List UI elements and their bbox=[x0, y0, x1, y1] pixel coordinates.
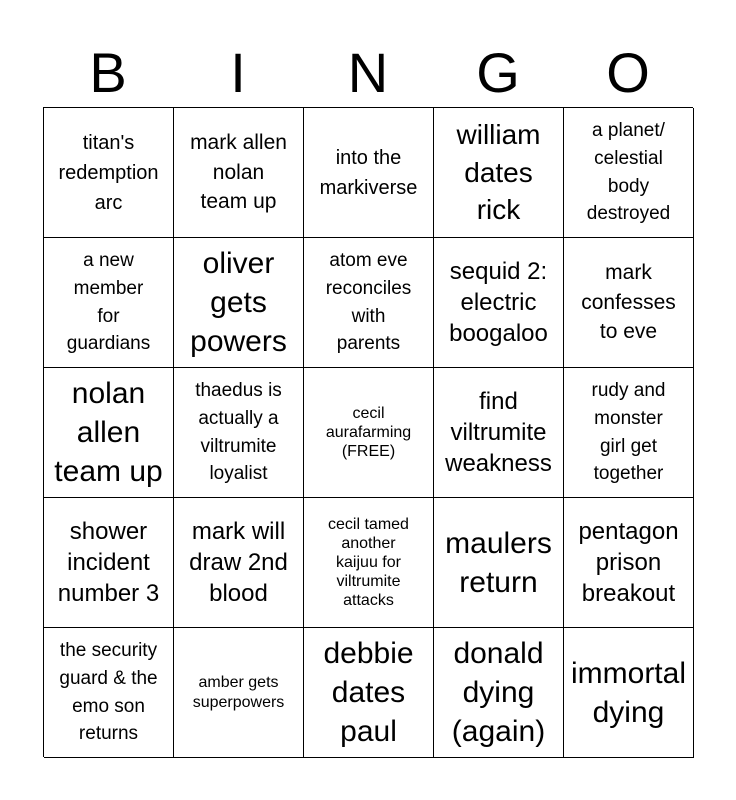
cell-text: find viltrumite weakness bbox=[445, 387, 552, 478]
bingo-cell-r3c5[interactable] bbox=[564, 368, 694, 498]
cell-text: donald dying (again) bbox=[451, 637, 546, 748]
bingo-cell-r1c1[interactable] bbox=[44, 108, 174, 238]
bingo-cell-r1c5[interactable] bbox=[564, 108, 694, 238]
bingo-cell-r2c3[interactable] bbox=[304, 238, 434, 368]
header-letter-i: I bbox=[230, 41, 246, 104]
bingo-header bbox=[43, 38, 693, 108]
bingo-cell-r1c2[interactable] bbox=[174, 108, 304, 238]
bingo-cell-r3c2[interactable] bbox=[174, 368, 304, 498]
bingo-cell-r3c4[interactable] bbox=[434, 368, 564, 498]
cell-text: william dates rick bbox=[456, 118, 541, 226]
bingo-cell-r5c2[interactable] bbox=[174, 628, 304, 758]
cell-text: a new member for guardians bbox=[66, 250, 151, 355]
cell-text: immortal dying bbox=[570, 656, 686, 729]
cell-text: mark will draw 2nd blood bbox=[189, 517, 288, 608]
bingo-cell-r3c1[interactable] bbox=[44, 368, 174, 498]
bingo-cell-r2c2[interactable] bbox=[174, 238, 304, 368]
cell-text: nolan allen team up bbox=[54, 377, 163, 488]
cell-text: mark allen nolan team up bbox=[190, 131, 287, 214]
bingo-cell-r5c1[interactable] bbox=[44, 628, 174, 758]
bingo-cell-r5c3[interactable] bbox=[304, 628, 434, 758]
bingo-cell-r3c3[interactable] bbox=[304, 368, 434, 498]
cell-text: cecil tamed another kaijuu for viltrumite attacks bbox=[328, 515, 409, 610]
cell-text: oliver gets powers bbox=[190, 247, 287, 358]
cell-text: amber gets superpowers bbox=[192, 674, 285, 711]
bingo-board bbox=[43, 107, 693, 757]
cell-text: shower incident number 3 bbox=[57, 517, 160, 608]
bingo-cell-r4c5[interactable] bbox=[564, 498, 694, 628]
cell-text: atom eve reconciles with parents bbox=[325, 250, 412, 355]
bingo-cell-r4c3[interactable] bbox=[304, 498, 434, 628]
cell-text: debbie dates paul bbox=[323, 637, 414, 748]
bingo-cell-r4c2[interactable] bbox=[174, 498, 304, 628]
bingo-cell-r1c3[interactable] bbox=[304, 108, 434, 238]
cell-text: titan's redemption arc bbox=[58, 131, 159, 214]
bingo-cell-r5c4[interactable] bbox=[434, 628, 564, 758]
header-letter-b: B bbox=[89, 41, 127, 104]
cell-text: thaedus is actually a viltrumite loyalist bbox=[195, 380, 282, 485]
bingo-cell-r1c4[interactable] bbox=[434, 108, 564, 238]
cell-text: sequid 2: electric boogaloo bbox=[449, 257, 548, 348]
cell-text: the security guard & the emo son returns bbox=[59, 640, 158, 745]
cell-text: pentagon prison breakout bbox=[578, 517, 679, 608]
bingo-cell-r2c5[interactable] bbox=[564, 238, 694, 368]
bingo-cell-r4c4[interactable] bbox=[434, 498, 564, 628]
bingo-cell-r5c5[interactable] bbox=[564, 628, 694, 758]
header-letter-o: O bbox=[606, 41, 650, 104]
bingo-cell-r2c1[interactable] bbox=[44, 238, 174, 368]
cell-text: rudy and monster girl get together bbox=[591, 380, 666, 485]
bingo-cell-r4c1[interactable] bbox=[44, 498, 174, 628]
header-letter-g: G bbox=[476, 41, 520, 104]
cell-text: maulers return bbox=[445, 526, 552, 599]
cell-text: mark confesses to eve bbox=[581, 261, 676, 344]
cell-text: a planet/ celestial body destroyed bbox=[586, 120, 671, 225]
bingo-cell-r2c4[interactable] bbox=[434, 238, 564, 368]
cell-text: cecil aurafarming (FREE) bbox=[325, 404, 412, 461]
header-letter-n: N bbox=[347, 41, 389, 104]
cell-text: into the markiverse bbox=[319, 146, 418, 199]
